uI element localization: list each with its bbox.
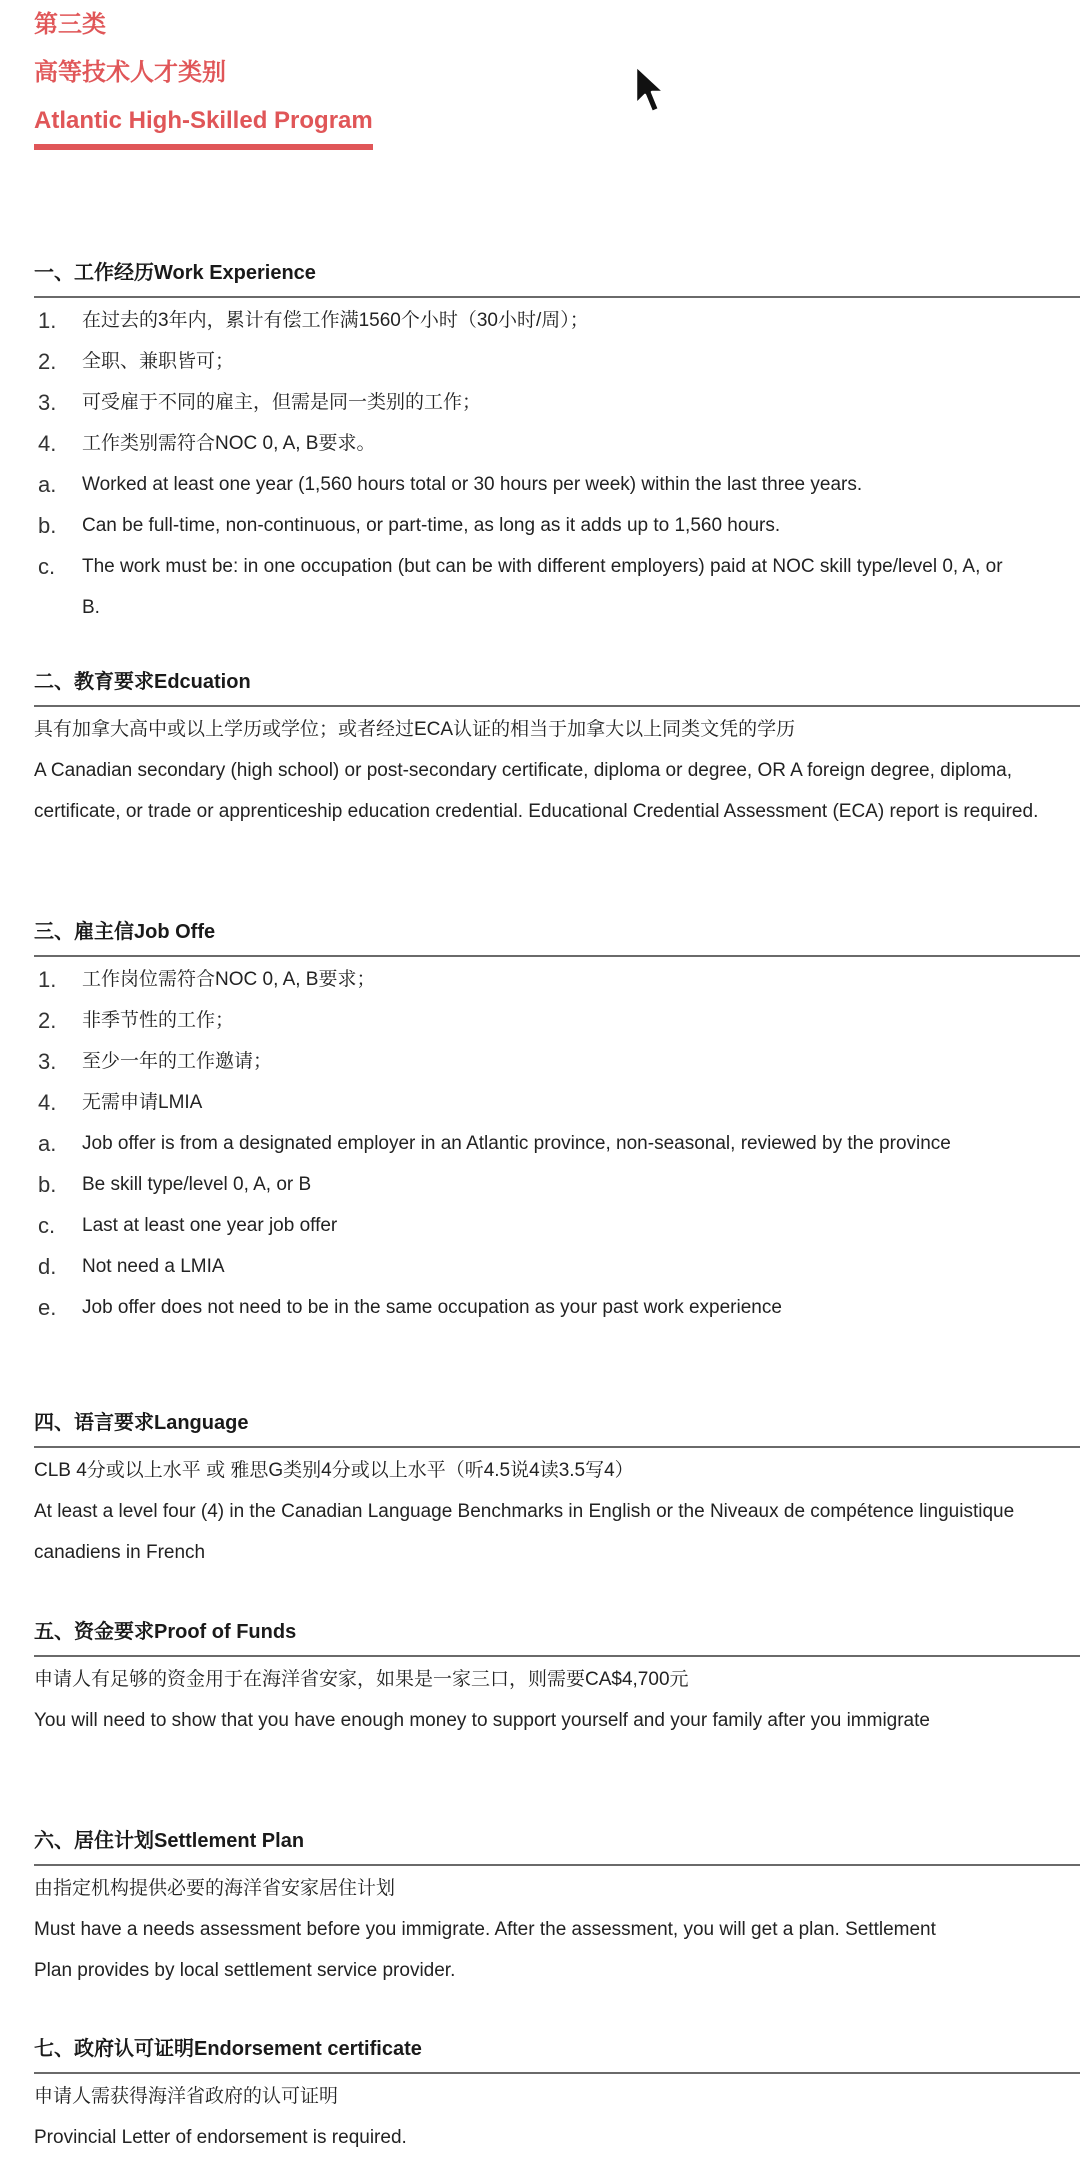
list-item <box>34 1287 1080 1328</box>
list-item <box>34 959 1080 1000</box>
section-title: 六、居住计划Settlement Plan <box>34 1826 1080 1866</box>
list-item-text: 至少一年的工作邀请； <box>82 1051 273 1072</box>
list-marker: 3. <box>38 390 57 415</box>
settlement-text-en: Must have a needs assessment before you immigrate. After the assessment, you will get a plan. Settlement Plan provides by local settlement service provider. <box>34 1919 936 1981</box>
section-title: 五、资金要求Proof of Funds <box>34 1617 1080 1657</box>
job-offer-list <box>34 959 1080 1328</box>
list-marker: c. <box>38 554 56 579</box>
list-marker: 1. <box>38 967 57 992</box>
language-text-en: At least a level four (4) in the Canadian Language Benchmarks in English or the Niveaux de compétence linguistique canadiens in French <box>34 1501 1015 1563</box>
section-job-offer <box>34 917 1080 1328</box>
list-item-text: Worked at least one year (1,560 hours total or 30 hours per week) within the last three years. <box>82 474 863 495</box>
education-text-en: A Canadian secondary (high school) or post-secondary certificate, diploma or degree, OR A foreign degree, diploma, certificate, or trade or apprenticeship education credential. Educational Credential Assessment (ECA) report is required. <box>34 760 1039 822</box>
list-item <box>34 1082 1080 1123</box>
section-title: 一、工作经历Work Experience <box>34 258 1080 298</box>
list-item <box>34 546 1080 628</box>
list-item-text: 无需申请LMIA <box>82 1092 203 1113</box>
list-item <box>34 1041 1080 1082</box>
list-item-text: 可受雇于不同的雇主，但需是同一类别的工作； <box>82 392 482 413</box>
list-item-text: 全职、兼职皆可； <box>82 351 235 372</box>
list-item <box>34 464 1080 505</box>
section-endorsement <box>34 2034 1080 2158</box>
program-title-en: Atlantic High-Skilled Program <box>34 104 373 150</box>
list-marker: 3. <box>38 1049 57 1074</box>
list-item <box>34 423 1080 464</box>
list-marker: b. <box>38 513 57 538</box>
list-item-text: Last at least one year job offer <box>82 1215 338 1236</box>
list-marker: a. <box>38 472 57 497</box>
list-item-text: Job offer is from a designated employer in an Atlantic province, non-seasonal, reviewed by the province <box>82 1133 951 1154</box>
language-text-cn: CLB 4分或以上水平 或 雅思G类别4分或以上水平（听4.5说4读3.5写4） <box>34 1460 634 1481</box>
list-marker: 2. <box>38 1008 57 1033</box>
list-marker: b. <box>38 1172 57 1197</box>
mouse-pointer-icon <box>632 64 668 118</box>
settlement-text-cn: 由指定机构提供必要的海洋省安家居住计划 <box>34 1878 396 1899</box>
list-item <box>34 300 1080 341</box>
endorsement-text-cn: 申请人需获得海洋省政府的认可证明 <box>34 2086 339 2107</box>
list-marker: 4. <box>38 431 57 456</box>
list-item <box>34 1000 1080 1041</box>
section-settlement-plan <box>34 1826 1080 1991</box>
list-item-text: Can be full-time, non-continuous, or part-time, as long as it adds up to 1,560 hours. <box>82 515 781 536</box>
list-item <box>34 1205 1080 1246</box>
list-marker: 2. <box>38 349 57 374</box>
section-work-experience <box>34 258 1080 628</box>
list-item-text: 工作类别需符合NOC 0, A, B要求。 <box>82 433 376 454</box>
list-item <box>34 1123 1080 1164</box>
funds-text-cn: 申请人有足够的资金用于在海洋省安家，如果是一家三口，则需要CA$4,700元 <box>34 1669 689 1690</box>
list-item-text: 在过去的3年内，累计有偿工作满1560个小时（30小时/周）； <box>82 310 589 331</box>
list-marker: a. <box>38 1131 57 1156</box>
list-marker: 1. <box>38 308 57 333</box>
list-marker: e. <box>38 1295 57 1320</box>
section-title: 三、雇主信Job Offe <box>34 917 1080 957</box>
list-marker: 4. <box>38 1090 57 1115</box>
document-header <box>34 8 373 150</box>
section-title: 二、教育要求Edcuation <box>34 667 1080 707</box>
program-title-cn: 高等技术人才类别 <box>34 59 226 86</box>
list-marker: c. <box>38 1213 56 1238</box>
list-item-text: 非季节性的工作； <box>82 1010 235 1031</box>
category-label: 第三类 <box>34 11 106 38</box>
endorsement-text-en: Provincial Letter of endorsement is required. <box>34 2127 407 2148</box>
list-item-text: Not need a LMIA <box>82 1256 225 1277</box>
section-proof-of-funds <box>34 1617 1080 1741</box>
section-title: 七、政府认可证明Endorsement certificate <box>34 2034 1080 2074</box>
list-item <box>34 1246 1080 1287</box>
list-item <box>34 1164 1080 1205</box>
list-item <box>34 382 1080 423</box>
funds-text-en: You will need to show that you have enough money to support yourself and your family after you immigrate <box>34 1710 930 1731</box>
list-item-text: Be skill type/level 0, A, or B <box>82 1174 312 1195</box>
list-marker: d. <box>38 1254 57 1279</box>
list-item-text: 工作岗位需符合NOC 0, A, B要求； <box>82 969 376 990</box>
list-item <box>34 505 1080 546</box>
section-education <box>34 667 1080 832</box>
list-item <box>34 341 1080 382</box>
work-experience-list <box>34 300 1080 628</box>
section-language <box>34 1408 1080 1573</box>
list-item-text: The work must be: in one occupation (but can be with different employers) paid at NOC skill type/level 0, A, or B. <box>82 556 1003 618</box>
list-item-text: Job offer does not need to be in the same occupation as your past work experience <box>82 1297 782 1318</box>
education-text-cn: 具有加拿大高中或以上学历或学位；或者经过ECA认证的相当于加拿大以上同类文凭的学历 <box>34 719 796 740</box>
section-title: 四、语言要求Language <box>34 1408 1080 1448</box>
